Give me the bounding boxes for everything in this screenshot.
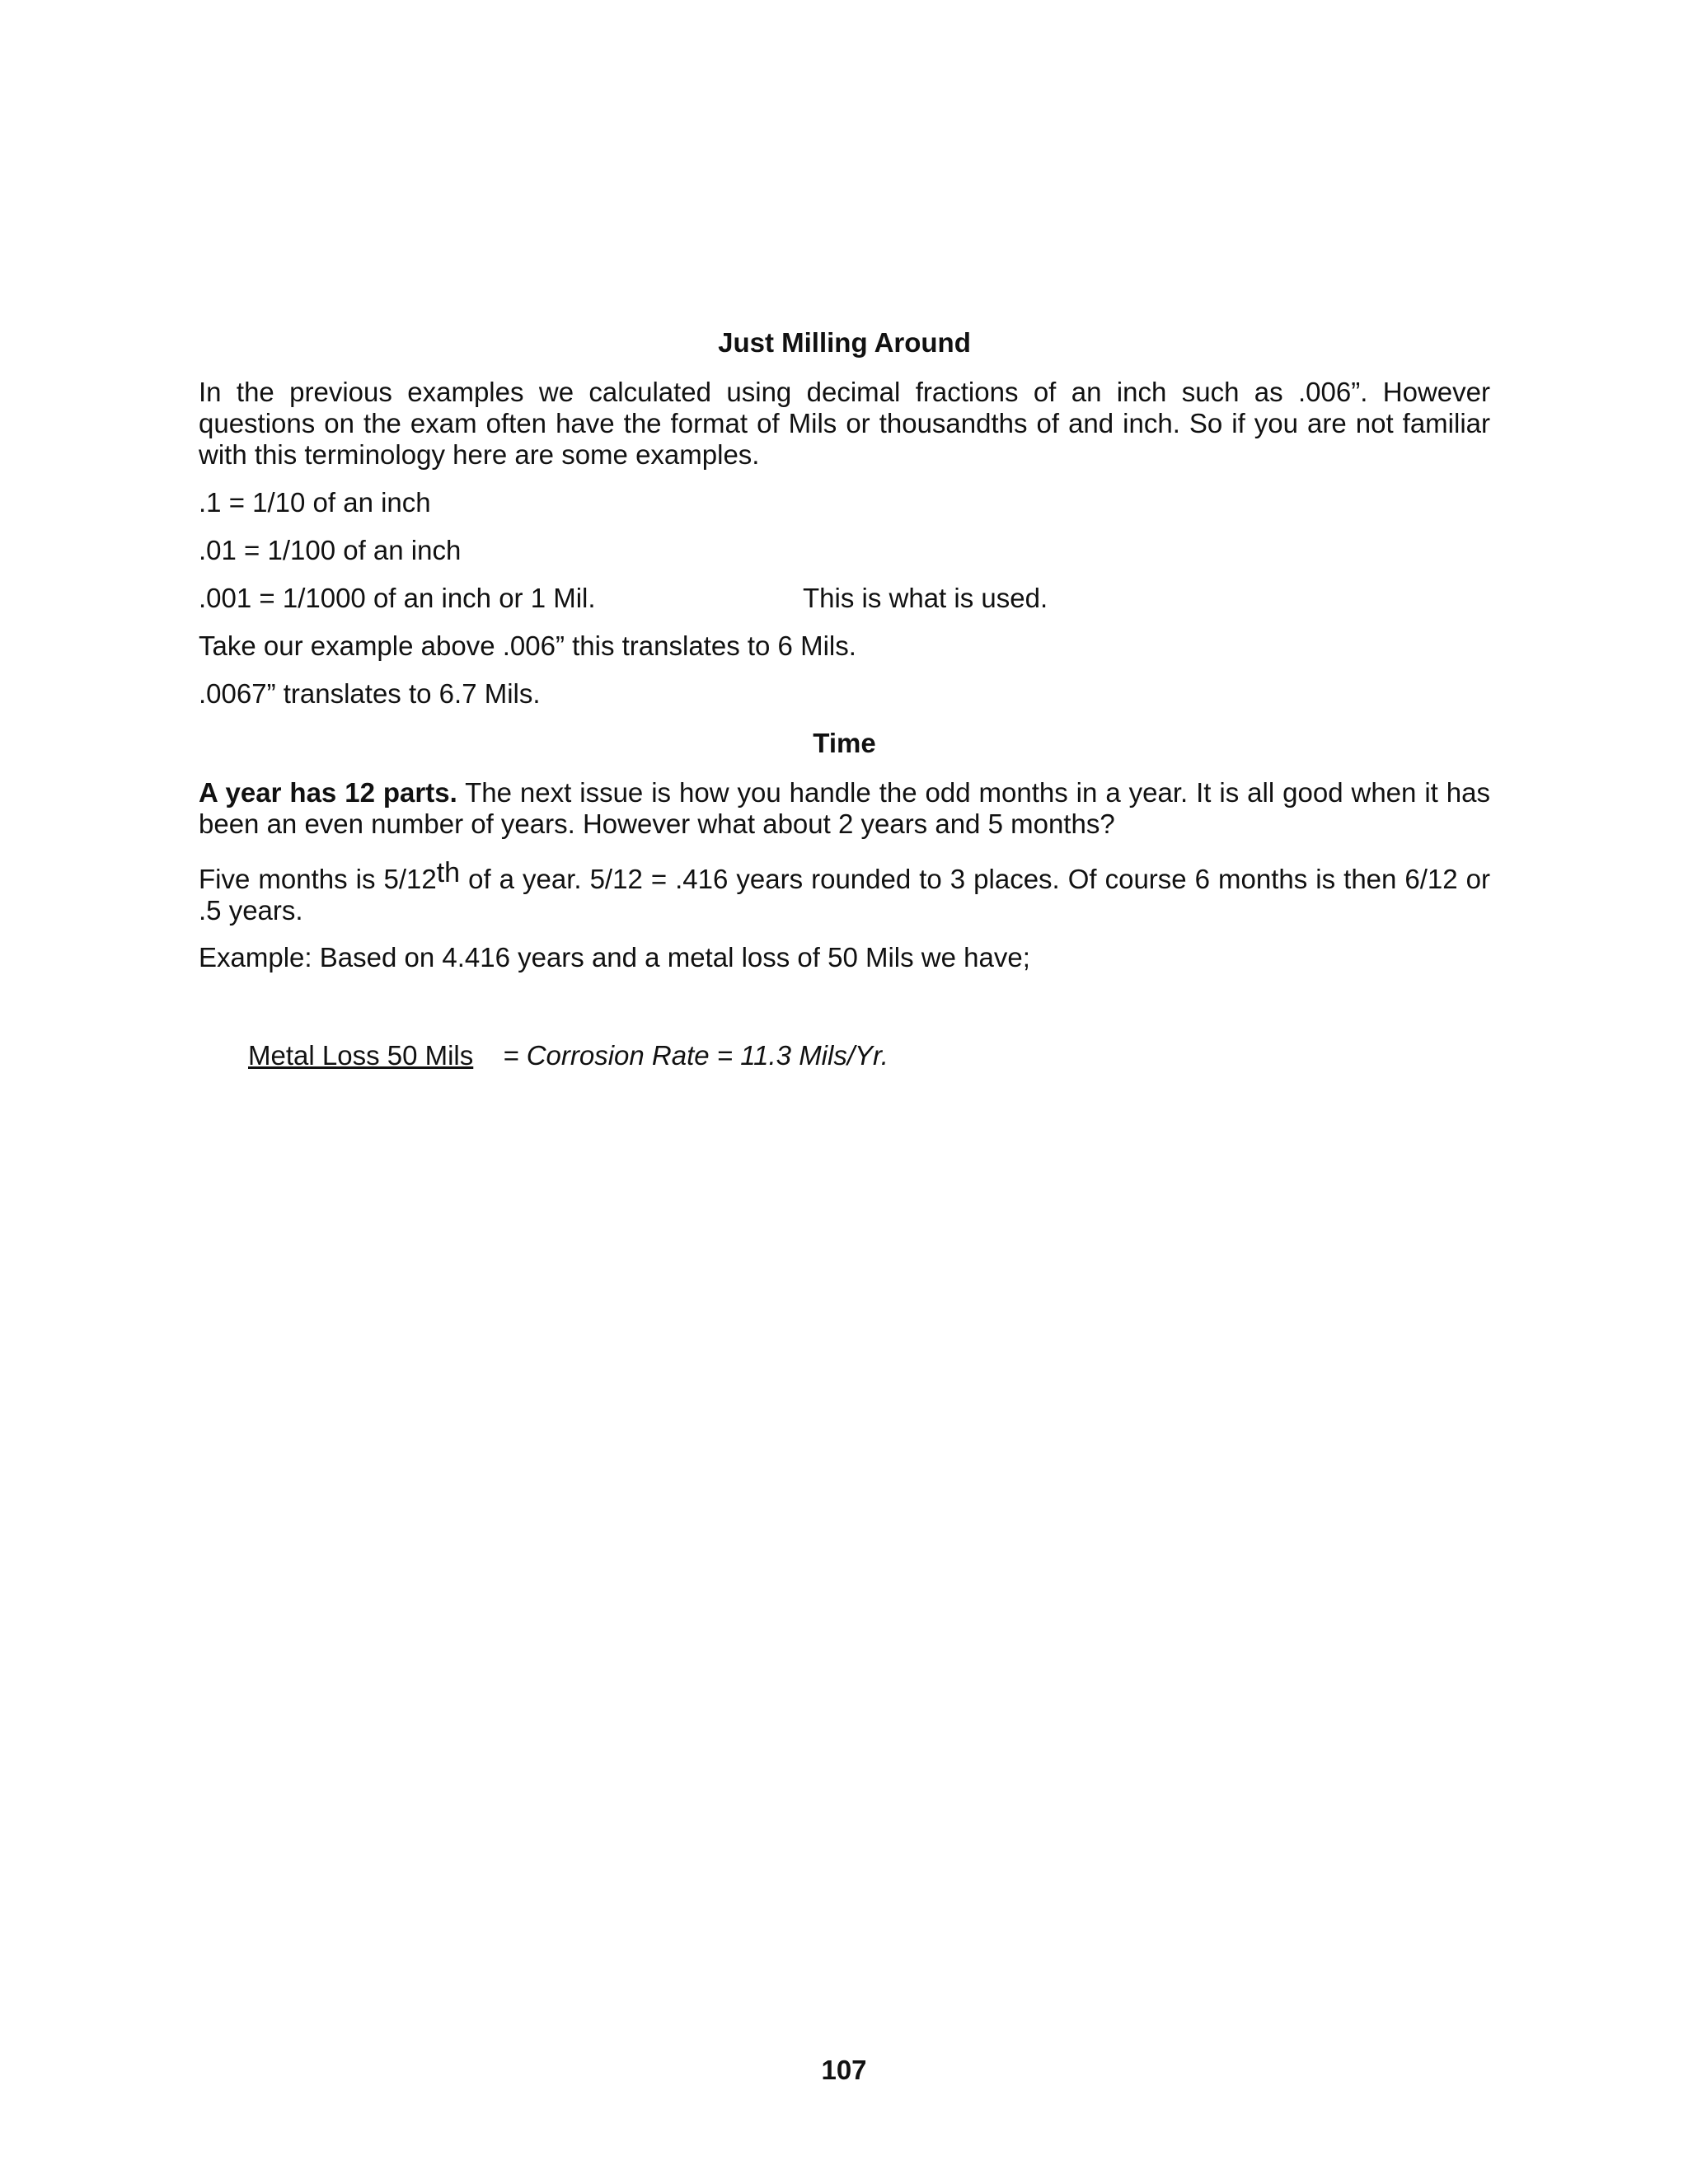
translation-example-0067: .0067” translates to 6.7 Mils. — [199, 678, 541, 709]
five-months-body: of a year. 5/12 = .416 years rounded to 3 places. Of course 6 months is then 6/12 or .5 years. — [199, 864, 1491, 926]
mil-example-thousandth: .001 = 1/1000 of an inch or 1 Mil. — [199, 583, 596, 613]
formula-result: = Corrosion Rate = 11.3 Mils/Yr. — [503, 1040, 889, 1071]
five-months-paragraph — [199, 857, 1491, 926]
translation-example-006: Take our example above .006” this translates to 6 Mils. — [199, 630, 856, 661]
mil-example-tenth: .1 = 1/10 of an inch — [199, 487, 431, 518]
five-months-start: Five months is 5/12 — [199, 864, 437, 894]
section-title-time: Time — [813, 728, 876, 758]
example-paragraph: Example: Based on 4.416 years and a metal loss of 50 Mils we have; — [199, 942, 1030, 972]
mil-example-hundredth: .01 = 1/100 of an inch — [199, 535, 462, 565]
ordinal-superscript: th — [436, 857, 461, 888]
formula-numerator: Metal Loss 50 Mils — [248, 1040, 474, 1071]
corrosion-rate-formula — [248, 1040, 889, 1071]
section-title-milling: Just Milling Around — [718, 327, 971, 358]
page-number: 107 — [821, 2055, 867, 2085]
mil-example-thousandth-row — [199, 583, 1490, 614]
year-parts-paragraph — [199, 777, 1490, 840]
year-parts-body: The next issue is how you handle the odd months in a year. It is all good when it has been an even number of years. However what about 2 years and 5 months? — [199, 777, 1490, 839]
year-parts-lead: A year has 12 parts. — [199, 777, 457, 808]
mil-usage-note: This is what is used. — [803, 583, 1048, 613]
intro-paragraph: In the previous examples we calculated using decimal fractions of an inch such as .006”. However questions on the exam often have the format of Mils or thousandths of and inch. So if you are not familiar with this terminology here are some examples. — [199, 377, 1490, 470]
